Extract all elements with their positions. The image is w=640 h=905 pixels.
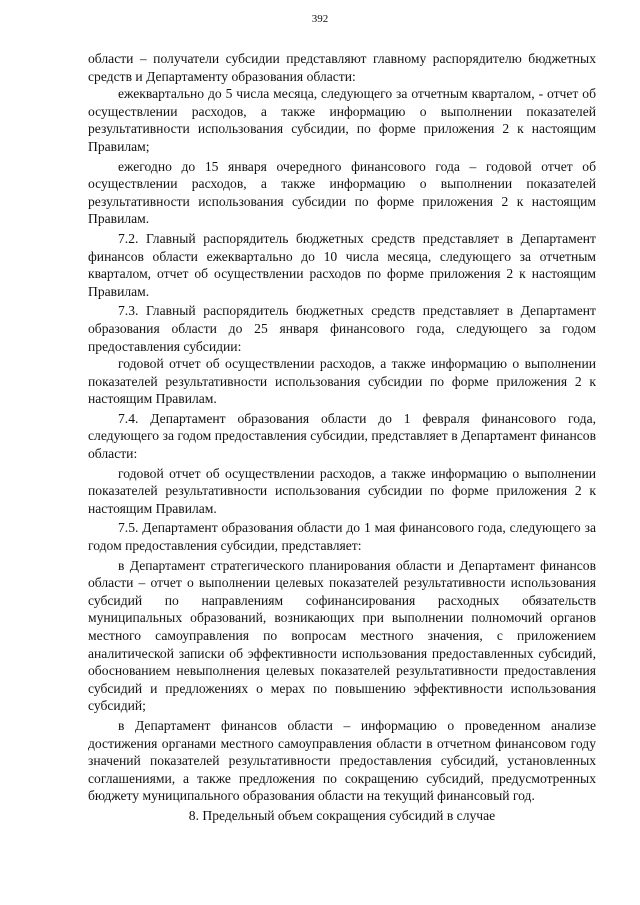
paragraph-7-5-strategic-planning: в Департамент стратегического планирования области и Департамент финансов области – отчет о выполнении целевых показателей результативности использования субсидий по направлениям софинансирования расходных обязательств муниципальных образований, возникающих при выполнении полномочий органов местного самоуправления по вопросам местного значения, с приложением аналитической записки об эффективности использования предоставленных субсидий, обоснованием невыполнения целевых показателей результативности предоставления субсидий и предложениях о мерах по повышению эффективности использования субсидий; <box>88 557 596 714</box>
paragraph-7-2: 7.2. Главный распорядитель бюджетных средств представляет в Департамент финансов области ежеквартально до 10 числа месяца, следующего за отчетным кварталом, отчет об осуществлении расходов по форме приложения 2 к настоящим Правилам. <box>88 230 596 299</box>
paragraph-quarterly-report: ежеквартально до 5 числа месяца, следующего за отчетным кварталом, - отчет об осуществлении расходов, а также информацию о выполнении показателей результативности использования субсидии, по форме приложения 2 к настоящим Правилам; <box>88 86 596 154</box>
paragraph-7-3-annual-report: годовой отчет об осуществлении расходов, а также информацию о выполнении показателей результативности использования субсидии по форме приложения 2 к настоящим Правилам. <box>88 356 596 407</box>
paragraph-annual-report: ежегодно до 15 января очередного финансового года – годовой отчет об осуществлении расходов, а также информацию о выполнении показателей результативности использования субсидии по форме приложения 2 к настоящим Правилам. <box>88 158 596 227</box>
paragraph-recipients: области – получатели субсидии представляют главному распорядителю бюджетных средств и Департаменту образования области: <box>88 51 596 84</box>
paragraph-7-4-annual-report: годовой отчет об осуществлении расходов, а также информацию о выполнении показателей результативности использования субсидии по форме приложения 2 к настоящим Правилам. <box>88 465 596 516</box>
paragraph-7-4: 7.4. Департамент образования области до 1 февраля финансового года, следующего за годом предоставления субсидии, представляет в Департамент финансов области: <box>88 410 596 462</box>
paragraph-7-3: 7.3. Главный распорядитель бюджетных средств представляет в Департамент образования области до 25 января финансового года, следующего за годом предоставления субсидии: <box>88 303 596 354</box>
paragraph-7-5: 7.5. Департамент образования области до 1 мая финансового года, следующего за годом предоставления субсидии, представляет: <box>88 520 596 554</box>
page-number: 392 <box>311 13 329 25</box>
document-body <box>88 50 596 825</box>
section-heading-8: 8. Предельный объем сокращения субсидий в случае <box>188 807 496 823</box>
paragraph-7-5-finance-department: в Департамент финансов области – информацию о проведенном анализе достижения органами местного самоуправления области в отчетном финансовом году значений показателей результативности предоставления субсидий, установленных соглашениями, а также предложения по сокращению субсидий, предусмотренных бюджету муниципального образования области на текущий финансовый год. <box>88 717 596 804</box>
